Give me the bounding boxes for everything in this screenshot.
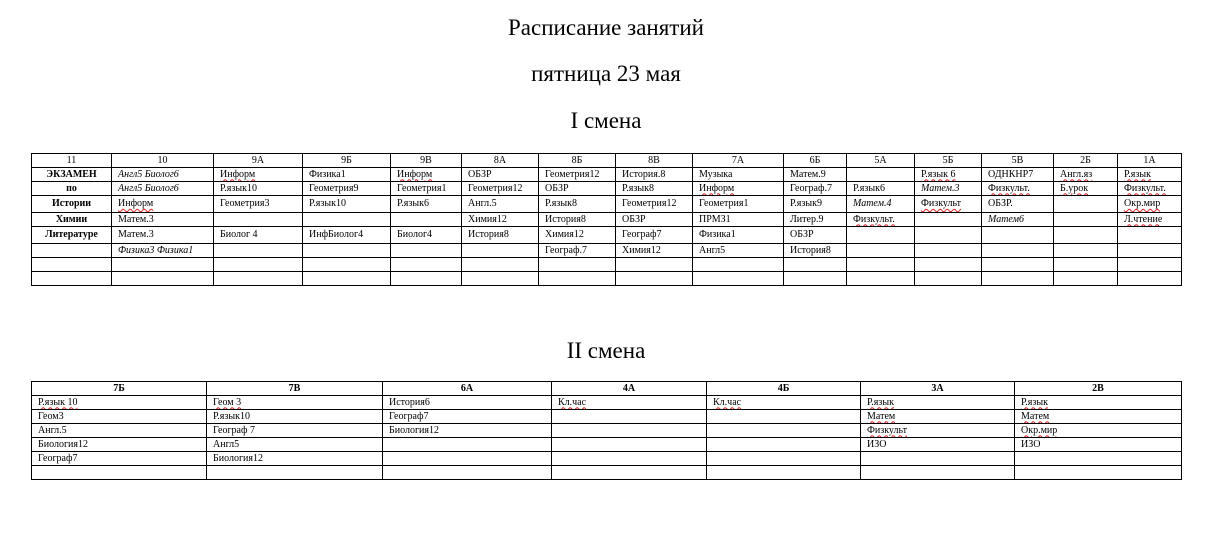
table-cell: Информ [693,182,784,196]
table-cell: ОБЗР [462,168,539,182]
table-cell [1054,196,1118,213]
table-cell: Географ.7 [539,244,616,258]
table-cell [847,272,915,286]
table-cell [303,272,391,286]
schedule-title: Расписание занятий [508,15,704,40]
table-cell: ОДНКНР7 [982,168,1054,182]
table-cell [539,272,616,286]
table-row [32,213,1182,227]
table-cell: Физика1 [693,227,784,244]
table-cell: ОБЗР [539,182,616,196]
table-row [32,182,1182,196]
table-cell [303,213,391,227]
table-row [32,227,1182,244]
table-cell [915,258,982,272]
table-cell: ПРМЗ1 [693,213,784,227]
table-cell [383,438,552,452]
table-cell [303,244,391,258]
table-cell: Музыка [693,168,784,182]
table-cell [462,272,539,286]
table-cell [383,466,552,480]
exam-note-cell: ЭКЗАМЕН [32,168,112,182]
table-cell [1015,466,1182,480]
table-cell: Геом 3 [207,396,383,410]
table-cell [1054,213,1118,227]
exam-note-cell: Истории [32,196,112,213]
table-cell: Физкульт. [982,182,1054,196]
table-cell: Биология12 [32,438,207,452]
table-cell [707,466,861,480]
table-cell [391,213,462,227]
table-cell [616,258,693,272]
column-header: 4Б [707,382,861,396]
table-cell: Р.язык6 [391,196,462,213]
table-row [32,410,1182,424]
table-cell [847,168,915,182]
table-cell: Англ5 [207,438,383,452]
table-cell: Р.язык8 [539,196,616,213]
table-cell [784,272,847,286]
table-cell [32,258,112,272]
table-cell [693,258,784,272]
table-cell: Кл.час [707,396,861,410]
table-cell: Литер.9 [784,213,847,227]
table-cell: Физкульт. [1118,182,1182,196]
table-cell [462,258,539,272]
table-cell [982,244,1054,258]
table-cell [391,272,462,286]
table-cell [915,244,982,258]
table-row [32,424,1182,438]
table-cell: Географ7 [32,452,207,466]
column-header: 6А [383,382,552,396]
column-header: 2В [1015,382,1182,396]
table-cell: ОБЗР. [982,196,1054,213]
table-cell [784,258,847,272]
table-cell [982,258,1054,272]
column-header: 4А [552,382,707,396]
table-cell: История8 [539,213,616,227]
table-cell [552,424,707,438]
column-header: 8Б [539,154,616,168]
table-cell: Геометрия12 [462,182,539,196]
exam-note-cell: Литературе [32,227,112,244]
table-cell [1118,227,1182,244]
table-cell: Физкульт [915,196,982,213]
table-header-row [32,382,1182,396]
table-cell: Химия12 [616,244,693,258]
table-cell: Геометрия9 [303,182,391,196]
table-cell: Геометрия12 [616,196,693,213]
table-cell [1054,272,1118,286]
table-cell [693,272,784,286]
table-cell [1054,258,1118,272]
column-header: 5Б [915,154,982,168]
table-row [32,258,1182,272]
table-cell [539,258,616,272]
table-cell: История8 [462,227,539,244]
column-header: 8А [462,154,539,168]
table-cell [707,424,861,438]
column-header: 7В [207,382,383,396]
table-cell: Р.язык [1015,396,1182,410]
table-cell: Геометрия3 [214,196,303,213]
table-cell: Химия12 [539,227,616,244]
table-cell [112,258,214,272]
table-row [32,244,1182,258]
table-row [32,196,1182,213]
table-cell: Кл.час [552,396,707,410]
table-row [32,452,1182,466]
table-cell: ОБЗР [784,227,847,244]
column-header: 3А [861,382,1015,396]
table-cell [303,258,391,272]
table-cell: ИЗО [861,438,1015,452]
table-cell: Физика1 [303,168,391,182]
column-header: 7Б [32,382,207,396]
table-cell: Химия12 [462,213,539,227]
shift-2-table [31,381,1182,480]
table-cell [552,438,707,452]
table-cell [214,213,303,227]
table-cell: Р.язык10 [303,196,391,213]
table-cell: Матем.3 [112,213,214,227]
table-cell: Матем6 [982,213,1054,227]
table-cell [214,272,303,286]
table-cell [915,213,982,227]
table-cell: Р.язык [1118,168,1182,182]
table-cell: Б.урок [1054,182,1118,196]
table-cell [861,466,1015,480]
column-header: 5А [847,154,915,168]
table-cell: Матем.3 [915,182,982,196]
table-cell: Матем.3 [112,227,214,244]
table-cell: Англ5 Биолог6 [112,182,214,196]
table-cell: Физкульт. [847,213,915,227]
table-cell: Р.язык [861,396,1015,410]
table-cell: Биология12 [383,424,552,438]
table-cell: Англ.5 [32,424,207,438]
table-cell: Англ5 Биолог6 [112,168,214,182]
table-cell [1054,244,1118,258]
table-cell: Матем [861,410,1015,424]
table-cell [707,438,861,452]
table-cell [707,410,861,424]
table-cell [32,272,112,286]
table-cell: Р.язык10 [207,410,383,424]
table-cell: Р.язык10 [214,182,303,196]
table-cell: Р.язык9 [784,196,847,213]
table-cell: Матем [1015,410,1182,424]
table-cell: Р.язык6 [847,182,915,196]
table-cell: ИнфБиолог4 [303,227,391,244]
table-cell [982,272,1054,286]
table-cell [1118,272,1182,286]
table-cell: Географ7 [383,410,552,424]
table-cell: Р.язык 10 [32,396,207,410]
table-row [32,272,1182,286]
table-cell [915,227,982,244]
table-cell [214,244,303,258]
table-cell: Р.язык 6 [915,168,982,182]
shift-1-heading: I смена [570,108,642,133]
table-cell: Англ5 [693,244,784,258]
table-cell: Физкульт [861,424,1015,438]
table-row [32,396,1182,410]
table-cell: Англ.яз [1054,168,1118,182]
table-header-row [32,154,1182,168]
table-cell [1118,258,1182,272]
table-row [32,466,1182,480]
column-header: 6Б [784,154,847,168]
table-cell [982,227,1054,244]
exam-note-cell: Химии [32,213,112,227]
table-cell: История6 [383,396,552,410]
column-header: 8В [616,154,693,168]
column-header: 5В [982,154,1054,168]
column-header: 9А [214,154,303,168]
column-header: 9В [391,154,462,168]
table-cell: Р.язык8 [616,182,693,196]
table-cell [32,466,207,480]
table-cell: Окр.мир [1118,196,1182,213]
table-cell [552,466,707,480]
table-cell [383,452,552,466]
schedule-date: пятница 23 мая [531,61,681,86]
table-cell: История8 [784,244,847,258]
table-cell [462,244,539,258]
table-cell: Биолог4 [391,227,462,244]
table-cell: Матем.9 [784,168,847,182]
column-header: 2Б [1054,154,1118,168]
table-cell [1054,227,1118,244]
column-header: 11 [32,154,112,168]
table-cell [552,452,707,466]
table-cell [552,410,707,424]
table-cell: ОБЗР [616,213,693,227]
table-cell: ИЗО [1015,438,1182,452]
table-cell [915,272,982,286]
table-cell: Географ 7 [207,424,383,438]
column-header: 7А [693,154,784,168]
table-cell: Физика3 Физика1 [112,244,214,258]
exam-note-cell: по [32,182,112,196]
shift-2-heading: II смена [566,338,646,363]
table-cell [1118,244,1182,258]
table-cell [207,466,383,480]
table-row [32,168,1182,182]
table-cell [616,272,693,286]
table-cell: Окр.мир [1015,424,1182,438]
table-cell: Геометрия1 [693,196,784,213]
table-cell: Л.чтение [1118,213,1182,227]
table-cell: Информ [214,168,303,182]
table-cell: Геометрия1 [391,182,462,196]
table-cell [32,244,112,258]
table-cell [847,227,915,244]
table-cell: Матем.4 [847,196,915,213]
table-cell [847,258,915,272]
table-cell [861,452,1015,466]
table-cell: Информ [112,196,214,213]
table-cell: Геом3 [32,410,207,424]
table-cell: Информ [391,168,462,182]
table-cell: Географ.7 [784,182,847,196]
table-cell: Биолог 4 [214,227,303,244]
table-cell [112,272,214,286]
table-row [32,438,1182,452]
table-cell: Географ7 [616,227,693,244]
table-cell [214,258,303,272]
table-cell: Геометрия12 [539,168,616,182]
table-cell [1015,452,1182,466]
table-cell: Биология12 [207,452,383,466]
table-cell [707,452,861,466]
column-header: 10 [112,154,214,168]
table-cell [391,244,462,258]
column-header: 9Б [303,154,391,168]
column-header: 1А [1118,154,1182,168]
table-cell: История.8 [616,168,693,182]
table-cell: Англ.5 [462,196,539,213]
table-cell [391,258,462,272]
table-cell [847,244,915,258]
shift-1-table [31,153,1182,286]
